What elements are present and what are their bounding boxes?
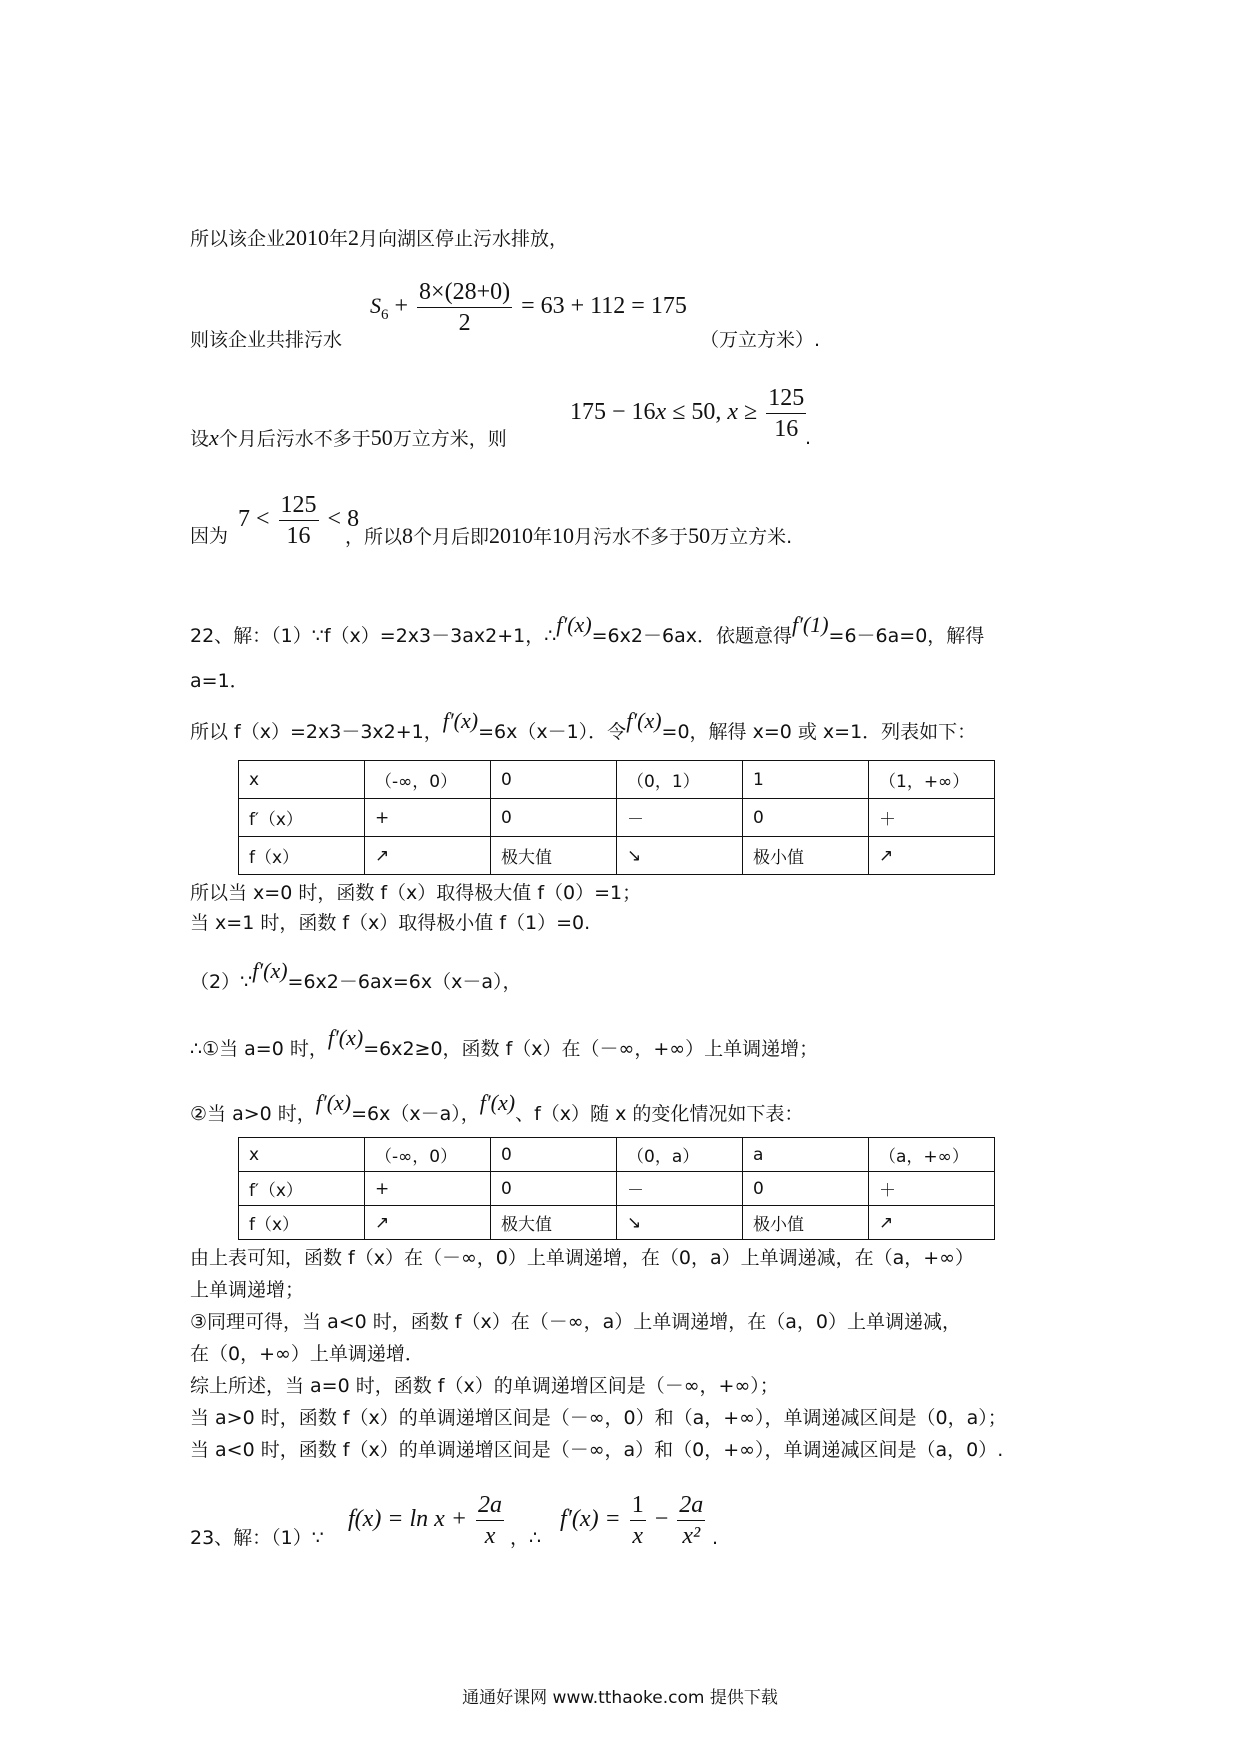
fraction: $\frac{2a}{\text{x²}}$ <box>679 1492 704 1549</box>
unit-label: （万立方米）. <box>700 329 821 351</box>
table-cell: 极小值 <box>743 837 869 875</box>
text-line: ∴①当 a=0 时，f′(x)=6x2≥0，函数 f（x）在（－∞，+∞）上单调递增； <box>190 1025 819 1060</box>
table-cell: 0 <box>743 799 869 837</box>
text-line: 则该企业共排污水 <box>190 329 343 351</box>
fraction: $\frac{125}{16}$ <box>280 492 317 549</box>
table-cell: （a，+∞） <box>869 1138 995 1172</box>
formula-fprime23: f′(x) = $\frac{1}{x}$ − $\frac{2a}{\text{x²}}$ <box>560 1492 704 1549</box>
text-line <box>190 225 568 252</box>
table-cell: ↘ <box>617 1206 743 1240</box>
table-cell: 0 <box>491 761 617 799</box>
table-cell: + <box>365 799 491 837</box>
table-cell: 0 <box>743 1172 869 1206</box>
text-line: 当 a<0 时，函数 f（x）的单调递增区间是（－∞，a）和（0，+∞），单调递减区间是（a，0）. <box>190 1439 1004 1461</box>
table-row <box>239 799 995 837</box>
table-cell: （-∞，0） <box>365 1138 491 1172</box>
text-line: 设x个月后污水不多于50万立方米，则 <box>190 425 507 450</box>
page-footer: 通通好课网 www.tthaoke.com 提供下载 <box>462 1688 778 1708</box>
formula-compare: 7 < $\frac{125}{16}$ < 8 <box>238 492 360 549</box>
table-cell: － <box>617 799 743 837</box>
text-line: 23、解：（1）∵ <box>190 1527 324 1549</box>
table-cell: f′（x） <box>239 799 365 837</box>
table-cell: a <box>743 1138 869 1172</box>
table-row <box>239 1172 995 1206</box>
text-line: 上单调递增； <box>190 1279 305 1301</box>
text-line: 综上所述，当 a=0 时，函数 f（x）的单调递增区间是（－∞，+∞）； <box>190 1375 779 1397</box>
table-cell: + <box>365 1172 491 1206</box>
period: . <box>712 1527 719 1549</box>
formula-inequality: 175 − 16x ≤ 50, x ≥ $\frac{125}{16}$ <box>570 385 805 442</box>
table-cell: 0 <box>491 799 617 837</box>
table-cell: ＋ <box>869 1172 995 1206</box>
text-line: ②当 a>0 时，f′(x)=6x（x－a），f′(x)、f（x）随 x 的变化情况如下表： <box>190 1090 804 1125</box>
text: 所以该企业 <box>190 228 286 250</box>
fraction: $\frac{8\times(28+0)}{2}$ <box>419 279 511 336</box>
table-cell: 极大值 <box>491 1206 617 1240</box>
text-line: 当 x=1 时，函数 f（x）取得极小值 f（1）=0. <box>190 912 591 934</box>
table-cell: （1，+∞） <box>869 761 995 799</box>
table-row <box>239 837 995 875</box>
variation-table-2 <box>238 1137 995 1240</box>
text-line: 在（0，+∞）上单调递增． <box>190 1343 424 1365</box>
table-cell: （0，1） <box>617 761 743 799</box>
table-cell: ↗ <box>365 1206 491 1240</box>
table-cell: 1 <box>743 761 869 799</box>
table-cell: － <box>617 1172 743 1206</box>
table-cell: 0 <box>491 1172 617 1206</box>
table-cell: ↘ <box>617 837 743 875</box>
text-line: ，所以8个月后即2010年10月污水不多于50万立方米. <box>345 523 793 548</box>
table-row <box>239 761 995 799</box>
text-line: 所以当 x=0 时，函数 f（x）取得极大值 f（0）=1； <box>190 882 642 904</box>
table-cell: （0，a） <box>617 1138 743 1172</box>
text-line: 所以 f（x）=2x3－3x2+1，f′(x)=6x（x－1）．令f′(x)=0，解得 x=0 或 x=1．列表如下： <box>190 708 977 743</box>
text-line: 由上表可知，函数 f（x）在（－∞，0）上单调递增，在（0，a）上单调递减，在（a，+∞） <box>190 1247 975 1269</box>
table-cell: ↗ <box>869 837 995 875</box>
text-line: 22、解：（1）∵f（x）=2x3－3ax2+1，∴f′(x)=6x2－6ax．依题意得f′(1)=6－6a=0，解得 <box>190 612 985 647</box>
text-line: （2）∵f′(x)=6x2－6ax=6x（x－a）， <box>190 958 522 993</box>
text-line: ，∴ <box>510 1527 542 1549</box>
table-cell: 0 <box>491 1138 617 1172</box>
table-cell: f（x） <box>239 837 365 875</box>
table-cell: （-∞，0） <box>365 761 491 799</box>
number: 2010 <box>285 225 330 250</box>
table-cell: 极小值 <box>743 1206 869 1240</box>
fraction: $\frac{125}{16}$ <box>768 385 805 442</box>
table-cell: f′（x） <box>239 1172 365 1206</box>
table-row <box>239 1206 995 1240</box>
table-cell: ↗ <box>365 837 491 875</box>
table-cell: f（x） <box>239 1206 365 1240</box>
table-cell: x <box>239 1138 365 1172</box>
table-row <box>239 1138 995 1172</box>
formula-f23: f(x) = ln x + $\frac{2a}{x}$ <box>348 1492 503 1549</box>
variation-table-1 <box>238 760 995 875</box>
table-cell: ＋ <box>869 799 995 837</box>
text-line: ③同理可得，当 a<0 时，函数 f（x）在（－∞，a）上单调递增，在（a，0）上单调递减， <box>190 1311 961 1333</box>
number: 2 <box>348 225 360 250</box>
text: 月向湖区停止污水排放， <box>359 228 569 250</box>
text-line: 因为 <box>190 525 229 547</box>
table-cell: ↗ <box>869 1206 995 1240</box>
formula-s6: $S_6$ + $\frac{8\times(28+0)}{2}$ = 63 + 112 = 175 <box>370 279 687 336</box>
fraction: $\frac{1}{x}$ <box>631 1492 644 1549</box>
text-line: 当 a>0 时，函数 f（x）的单调递增区间是（－∞，0）和（a，+∞），单调递减区间是（0，a）； <box>190 1407 1007 1429</box>
text-line: a=1． <box>190 670 249 692</box>
fraction: $\frac{2a}{x}$ <box>478 1492 503 1549</box>
period: . <box>805 427 812 449</box>
text: 年 <box>329 228 349 250</box>
table-cell: 极大值 <box>491 837 617 875</box>
table-cell: x <box>239 761 365 799</box>
